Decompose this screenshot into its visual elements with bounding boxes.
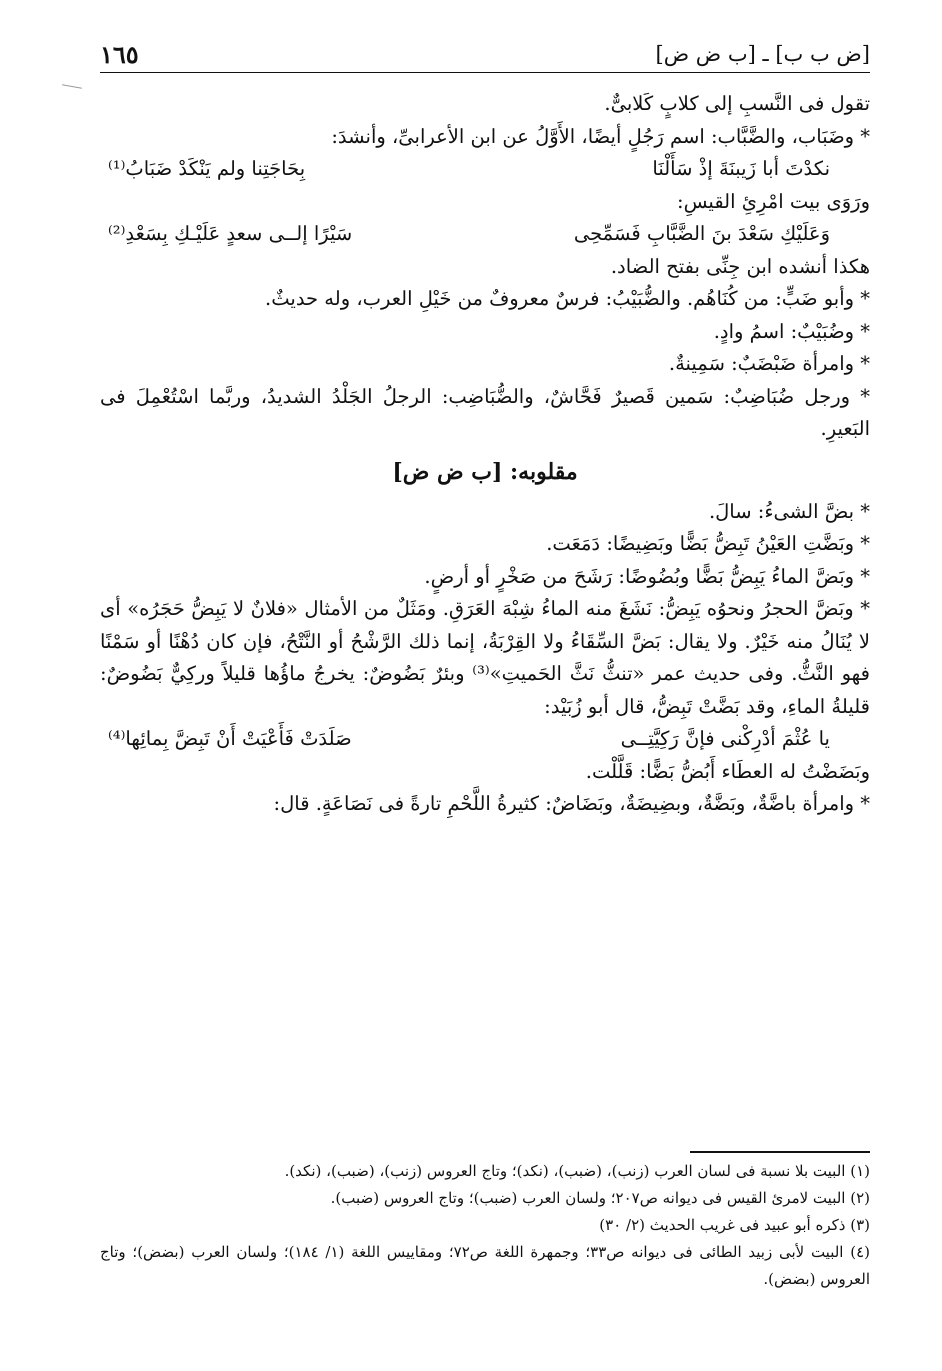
paragraph: * ورجل ضُبَاضِبٌ: سَمين قَصيرٌ فَحَّاشٌ، والضُّبَاضِب: الرجلُ الجَلْدُ الشديدُ، وربَّما اسْتُعْمِلَ فى البَعيرِ.: [100, 384, 870, 440]
verse-first-hemistich: وَعَلَيْكِ سَعْدَ بنَ الضَّبَّابِ فَسَمِّحِى: [573, 222, 830, 245]
verse-second-hemistich: صَلَدَتْ فَأَعْيَتْ أَنْ تَبِضَّ بِمائِها⁽⁴⁾: [108, 727, 352, 750]
footnote: (٣) ذكره أبو عبيد فى غريب الحديث (٢/ ٣٠): [599, 1216, 870, 1234]
header-title: [ض ب ب] ـ [ب ض ض]: [655, 42, 870, 66]
paragraph: هكذا أنشده ابن جِنِّى بفتح الضاد.: [610, 254, 870, 278]
verse-first-hemistich: يا عُثْمَ أدْرِكْنى فإنَّ رَكِيَّتِــى: [620, 727, 830, 750]
footnote-separator: [690, 1151, 870, 1153]
paragraph: * وامرأة ضَبْضَبٌ: سَمِينةٌ.: [668, 352, 870, 375]
running-header: [100, 38, 870, 73]
poetry-verse: [100, 153, 870, 186]
paragraph: * وأبو ضَبٍّ: من كُنَاهُم. والضُّبَيْبُ: فرسٌ معروفٌ من خَيْلِ العرب، وله حديثٌ.: [265, 287, 870, 310]
poetry-verse: [100, 218, 870, 251]
paragraph: تقول فى النَّسبِ إلى كلابٍ كَلابىٌّ.: [604, 92, 870, 115]
paragraph: * وضَبَاب، والضَّبَّاب: اسم رَجُلٍ أيضًا، الأَوَّلُ عن ابن الأعرابىِّ، وأنشدَ:: [331, 124, 870, 148]
footnote: (٢) البيت لامرئ القيس فى ديوانه ص٢٠٧؛ ولسان العرب (ضبب)؛ وتاج العروس (ضبب).: [330, 1189, 870, 1207]
margin-mark: [62, 84, 82, 88]
footnote: (٤) البيت لأبى زبيد الطائى فى ديوانه ص٣٣؛ وجمهرة اللغة ص٧٢؛ ومقاييس اللغة (١/ ١٨٤)؛ ولسان العرب (بضض)؛ وتاج العروس (بضض).: [100, 1243, 870, 1288]
footnote: (١) البيت بلا نسبة فى لسان العرب (زنب)، (ضبب)، (نكد)؛ وتاج العروس (زنب)، (ضبب)، (نكد).: [284, 1162, 870, 1180]
paragraph: * بضَّ الشىءُ: سالَ.: [708, 499, 870, 523]
paragraph: * وامرأة باضَّةٌ، وبَضَّةٌ، وبضِيضَةٌ، وبَضَاضٌ: كثيرةُ اللَّحْمِ تارةً فى نَصَاعَةٍ. قال:: [273, 792, 870, 815]
paragraph: ورَوَى بيت امْرِئِ القيسِ:: [677, 189, 870, 213]
poetry-verse: [100, 723, 870, 756]
footnotes: [100, 1158, 870, 1293]
verse-second-hemistich: سَيْرًا إلــى سعدٍ عَلَيْـكِ بِسَعْدِ⁽²⁾: [108, 222, 353, 245]
paragraph: وبَضَضْتُ له العطَاء أَبُضُّ بَضًّا: قَلَّلْت.: [585, 759, 870, 783]
page-number: ١٦٥: [100, 40, 139, 69]
paragraph: * وبَضَّ الحجرُ ونحوُه يَبِضُّ: نَشَغَ منه الماءُ شِبْهَ العَرَقِ. ومَثَلٌ من الأمثال «فلانٌ لا يَبِضُّ حَجَرُه» أى لا يُنَالُ منه خَيْرٌ. ولا يقال: بَضَّ السِّقَاءُ ولا القِرْبَةُ، إنما ذلك الرَّشْحُ أو النَّتْحُ، فإن كان دُهْنًا أو سَمْنًا فهو النَّثُّ. وفى حديث عمر «تنثُّ نَثَّ الحَميتِ»⁽³⁾ وبئرٌ بَضُوضٌ: يخرجُ ماؤُها قليلاً وركِيٌّ بَضُوضٌ: قليلةُ الماءِ، وقد بَضَّتْ تَبِضُّ، قال أبو زُبَيْد:: [100, 597, 870, 718]
verse-first-hemistich: نكدْتَ أبا زَيبنَةَ إذْ سَأَلْنَا: [652, 157, 830, 180]
section-heading: مقلوبه: [ب ض ض]: [392, 458, 578, 485]
verse-second-hemistich: بِحَاجَتِنا ولم يَنْكَدْ ضَبَابُ⁽¹⁾: [108, 157, 306, 180]
paragraph: * وبَضَّ الماءُ يَبِضُّ بَضًّا وبُضُوضًا: رَشَحَ من صَخْرٍ أو أرضٍ.: [424, 564, 870, 588]
main-text: [100, 88, 870, 821]
paragraph: * وضُبَيْبٌ: اسمُ وادٍ.: [713, 319, 870, 343]
paragraph: * وبَضَّتِ العَيْنُ تَبِضُّ بَضًّا وبَضِيضًا: دَمَعَت.: [546, 532, 870, 555]
